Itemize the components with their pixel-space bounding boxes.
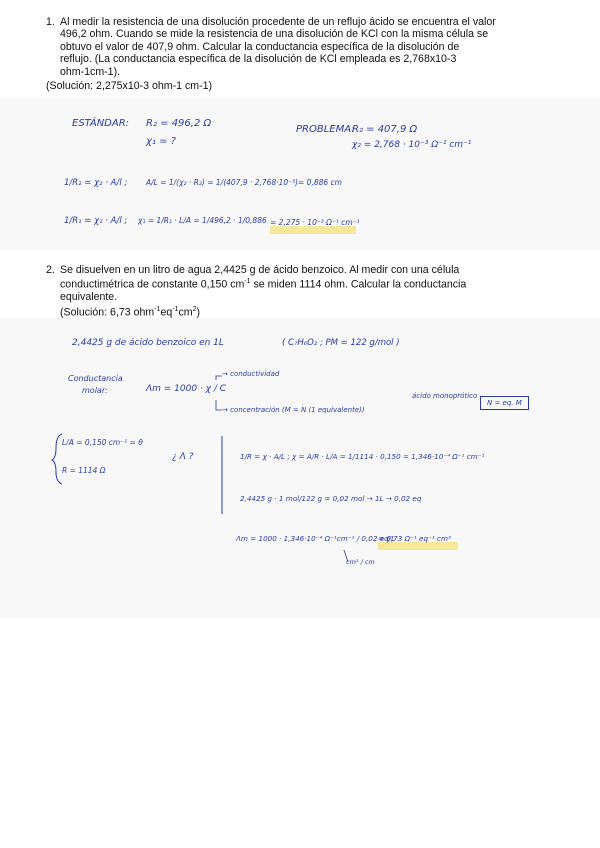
final-units: cm³ / cm (346, 558, 375, 566)
given-cell-constant: L/A = 0,150 cm⁻¹ = θ (62, 438, 143, 447)
solution-part: eq (160, 306, 173, 319)
handwritten-notes-1 (0, 98, 600, 250)
problem-2-solution (60, 304, 520, 319)
equation-1-left: 1/R₂ = χ₂ · A/l ; (64, 178, 128, 188)
problem-2-line: equivalente. (60, 291, 118, 304)
solution-part: (Solución: 6,73 ohm (60, 306, 155, 319)
superscript: -1 (244, 278, 251, 286)
equation-2-result: = 2,275 · 10⁻³ Ω⁻¹ cm⁻¹ (270, 218, 360, 227)
problem-2-number: 2. (46, 264, 55, 276)
solution-part: cm (178, 306, 193, 319)
calc-line-1: 1/R = χ · A/L ; χ = A/R · L/A = 1/1114 · 0,150 = 1,346·10⁻⁴ Ω⁻¹ cm⁻¹ (240, 452, 485, 461)
estandar-conductivity: χ₁ = ? (146, 136, 176, 147)
notes-2-line-1: 2,4425 g de ácido benzoico en 1L (72, 338, 224, 348)
problema-conductivity: χ₂ = 2,768 · 10⁻³ Ω⁻¹ cm⁻¹ (352, 140, 472, 150)
n-eq-m-box: N = eq. M (480, 396, 529, 410)
problem-1-number: 1. (46, 16, 55, 28)
notes-2-formula: ( C₇H₆O₂ ; PM = 122 g/mol ) (282, 338, 400, 348)
handwritten-notes-2 (0, 318, 600, 618)
superscript: -1 (172, 305, 179, 313)
conductancia-label-1: Conductancia (68, 374, 123, 383)
problem-1-line: obtuvo el valor de 407,9 ohm. Calcular la conductancia específica de la disolución de (60, 40, 460, 53)
superscript: 2 (192, 305, 197, 313)
result-highlight (270, 226, 356, 234)
question-lambda: ¿ Λ ? (172, 452, 194, 462)
problem-2-line (60, 276, 520, 291)
problema-resistance: R₂ = 407,9 Ω (352, 124, 418, 135)
handwriting-strokes (0, 318, 600, 618)
problem-1-line: reflujo. (La conductancia específica de la disolución de KCl empleada es 2,768x10-3 (60, 53, 457, 66)
solution-part: ) (196, 306, 201, 319)
problem-2-line-part: se miden 1114 ohm. Calcular la conductancia (250, 278, 467, 291)
problem-2-statement (60, 264, 520, 319)
problem-2-line-part: conductimétrica de constante 0,150 cm (60, 278, 245, 291)
final-result: = 6,73 Ω⁻¹ eq⁻¹ cm² (378, 534, 451, 543)
equation-1-result: = 0,886 cm (298, 178, 342, 187)
problem-2-line: Se disuelven en un litro de agua 2,4425 g de ácido benzoico. Al medir con una célula (60, 264, 460, 276)
problem-1-statement (60, 16, 520, 78)
estandar-resistance: R₂ = 496,2 Ω (146, 118, 212, 129)
calc-line-2: 2,4425 g · 1 mol/122 g = 0,02 mol → 1L → 0,02 eq (240, 494, 422, 503)
problema-label: PROBLEMA: (296, 124, 355, 135)
problem-1-line: ohm-1cm-1). (60, 65, 121, 78)
equation-2-left: 1/R₁ = χ₁ · A/l ; (64, 216, 128, 226)
problem-1-line: Al medir la resistencia de una disolución procedente de un reflujo ácido se encuentra el valor (60, 16, 496, 28)
problem-1-solution: (Solución: 2,275x10-3 ohm-1 cm-1) (46, 80, 213, 92)
problem-1 (46, 16, 520, 78)
problem-2 (46, 264, 520, 319)
given-resistance: R = 1114 Ω (62, 466, 106, 475)
acido-monoprotico: ácido monoprótico (412, 392, 478, 400)
conductancia-label-2: molar: (82, 386, 108, 395)
arrow-concentracion: → concentración (M = N (1 equivalente)) (222, 406, 365, 414)
lambda-equation: Λm = 1000 · χ / C (146, 384, 227, 394)
equation-2-middle: χ₁ = 1/R₁ · L/A = 1/496,2 · 1/0,886 (138, 216, 267, 225)
problem-1-line: 496,2 ohm. Cuando se mide la resistencia de una disolución de KCl con la misma célula se (60, 28, 489, 41)
estandar-label: ESTÁNDAR: (72, 118, 130, 129)
superscript: -1 (154, 305, 161, 313)
final-equation: Λm = 1000 · 1,346·10⁻⁴ Ω⁻¹cm⁻¹ / 0,02 eq/L (236, 534, 396, 543)
equation-1-middle: A/L = 1/(χ₂ · R₂) = 1/(407,9 · 2,768·10⁻³) (146, 178, 299, 187)
arrow-conductividad: → conductividad (222, 370, 280, 378)
